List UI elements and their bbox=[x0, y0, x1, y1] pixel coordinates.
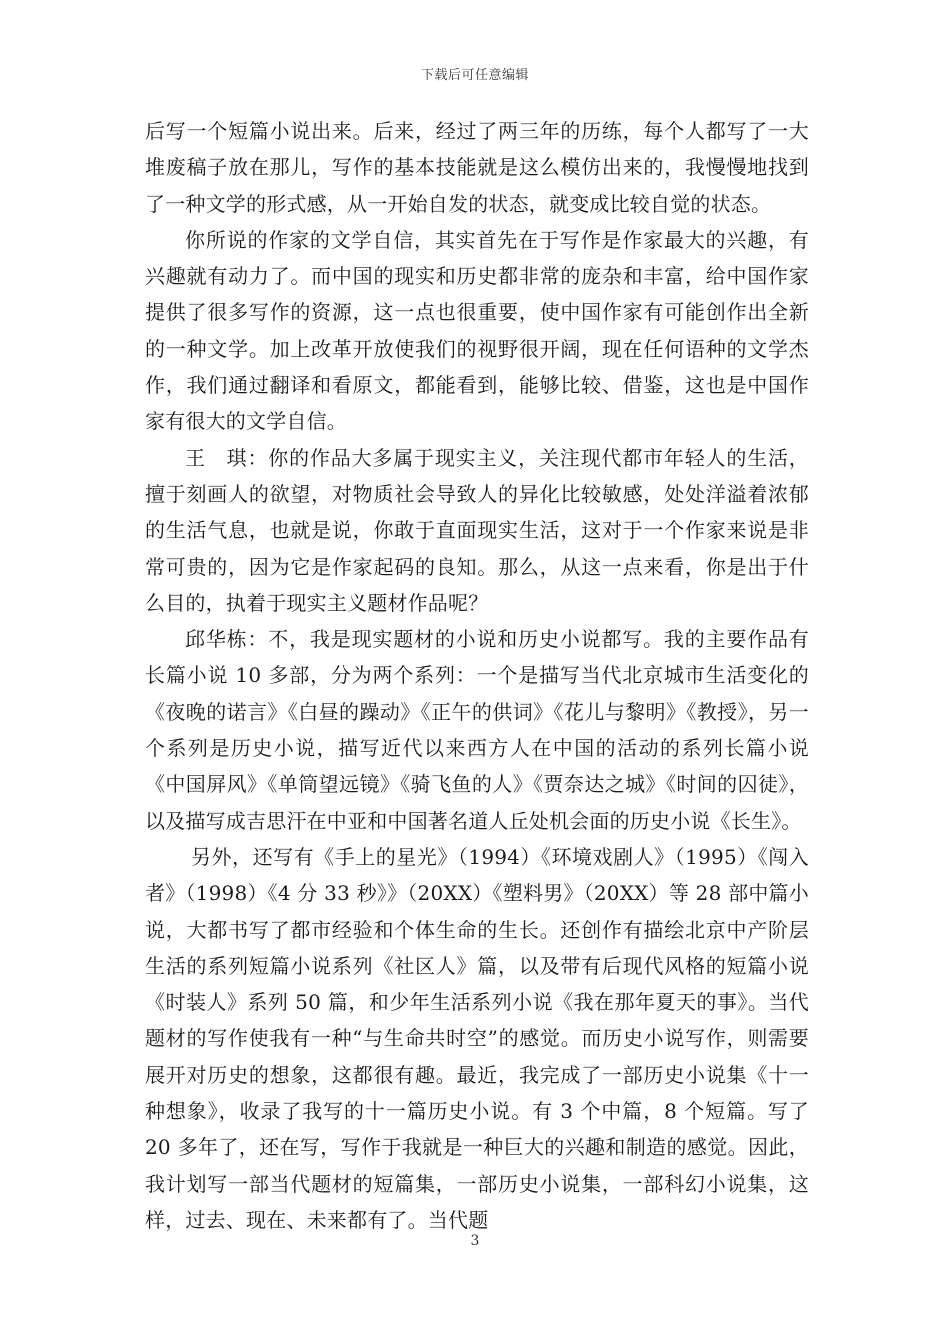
paragraph-4: 邱华栋：不，我是现实题材的小说和历史小说都写。我的主要作品有长篇小说 10 多部，分为两个系列：一个是描写当代北京城市生活变化的《夜晚的诺言》《白昼的躁动》《正午的供词》《花儿与黎明》《教授》，另一个系列是历史小说，描写近代以来西方人在中国的活动的系列长篇小说《中国屏风》《单筒望远镜》《骑飞鱼的人》《贾奈达之城》《时间的囚徒》，以及描写成吉思汗在中亚和中国著名道人丘处机会面的历史小说《长生》。 bbox=[145, 627, 809, 833]
page-header: 下载后可任意编辑 bbox=[420, 68, 529, 83]
paragraph-3: 王 琪：你的作品大多属于现实主义，关注现代都市年轻人的生活，擅于刻画人的欲望，对物质社会导致人的异化比较敏感，处处洋溢着浓郁的生活气息，也就是说，你敢于直面现实生活，这对于一个作家来说是非常可贵的，因为它是作家起码的良知。那么，从这一点来看，你是出于什么目的，执着于现实主义题材作品呢？ bbox=[145, 445, 809, 615]
document-body bbox=[145, 113, 809, 1238]
page-number: 3 bbox=[470, 1233, 480, 1249]
paragraph-1: 后写一个短篇小说出来。后来，经过了两三年的历练，每个人都写了一大堆废稿子放在那儿，写作的基本技能就是这么模仿出来的，我慢慢地找到了一种文学的形式感，从一开始自发的状态，就变成比较自觉的状态。 bbox=[145, 119, 809, 216]
paragraph-5: 另外，还写有《手上的星光》（1994）《环境戏剧人》（1995）《闯入者》（1998）《4 分 33 秒》》（20XX）《塑料男》（20XX）等 28 部中篇小说，大都书写了都市经验和个体生命的生长。还创作有描绘北京中产阶层生活的系列短篇小说系列《社区人》篇，以及带有后现代风格的短篇小说《时装人》系列 50 篇，和少年生活系列小说《我在那年夏天的事》。当代题材的写作使我有一种“与生命共时空”的感觉。而历史小说写作，则需要展开对历史的想象，这都很有趣。最近，我完成了一部历史小说集《十一种想象》，收录了我写的十一篇历史小说。有 3 个中篇，8 个短篇。写了 20 多年了，还在写，写作于我就是一种巨大的兴趣和制造的感觉。因此，我计划写一部当代题材的短篇集，一部历史小说集，一部科幻小说集，这样，过去、现在、未来都有了。当代题 bbox=[145, 844, 809, 1232]
paragraph-2: 你所说的作家的文学自信，其实首先在于写作是作家最大的兴趣，有兴趣就有动力了。而中国的现实和历史都非常的庞杂和丰富，给中国作家提供了很多写作的资源，这一点也很重要，使中国作家有可能创作出全新的一种文学。加上改革开放使我们的视野很开阔，现在任何语种的文学杰作，我们通过翻译和看原文，都能看到，能够比较、借鉴，这也是中国作家有很大的文学自信。 bbox=[145, 227, 809, 434]
